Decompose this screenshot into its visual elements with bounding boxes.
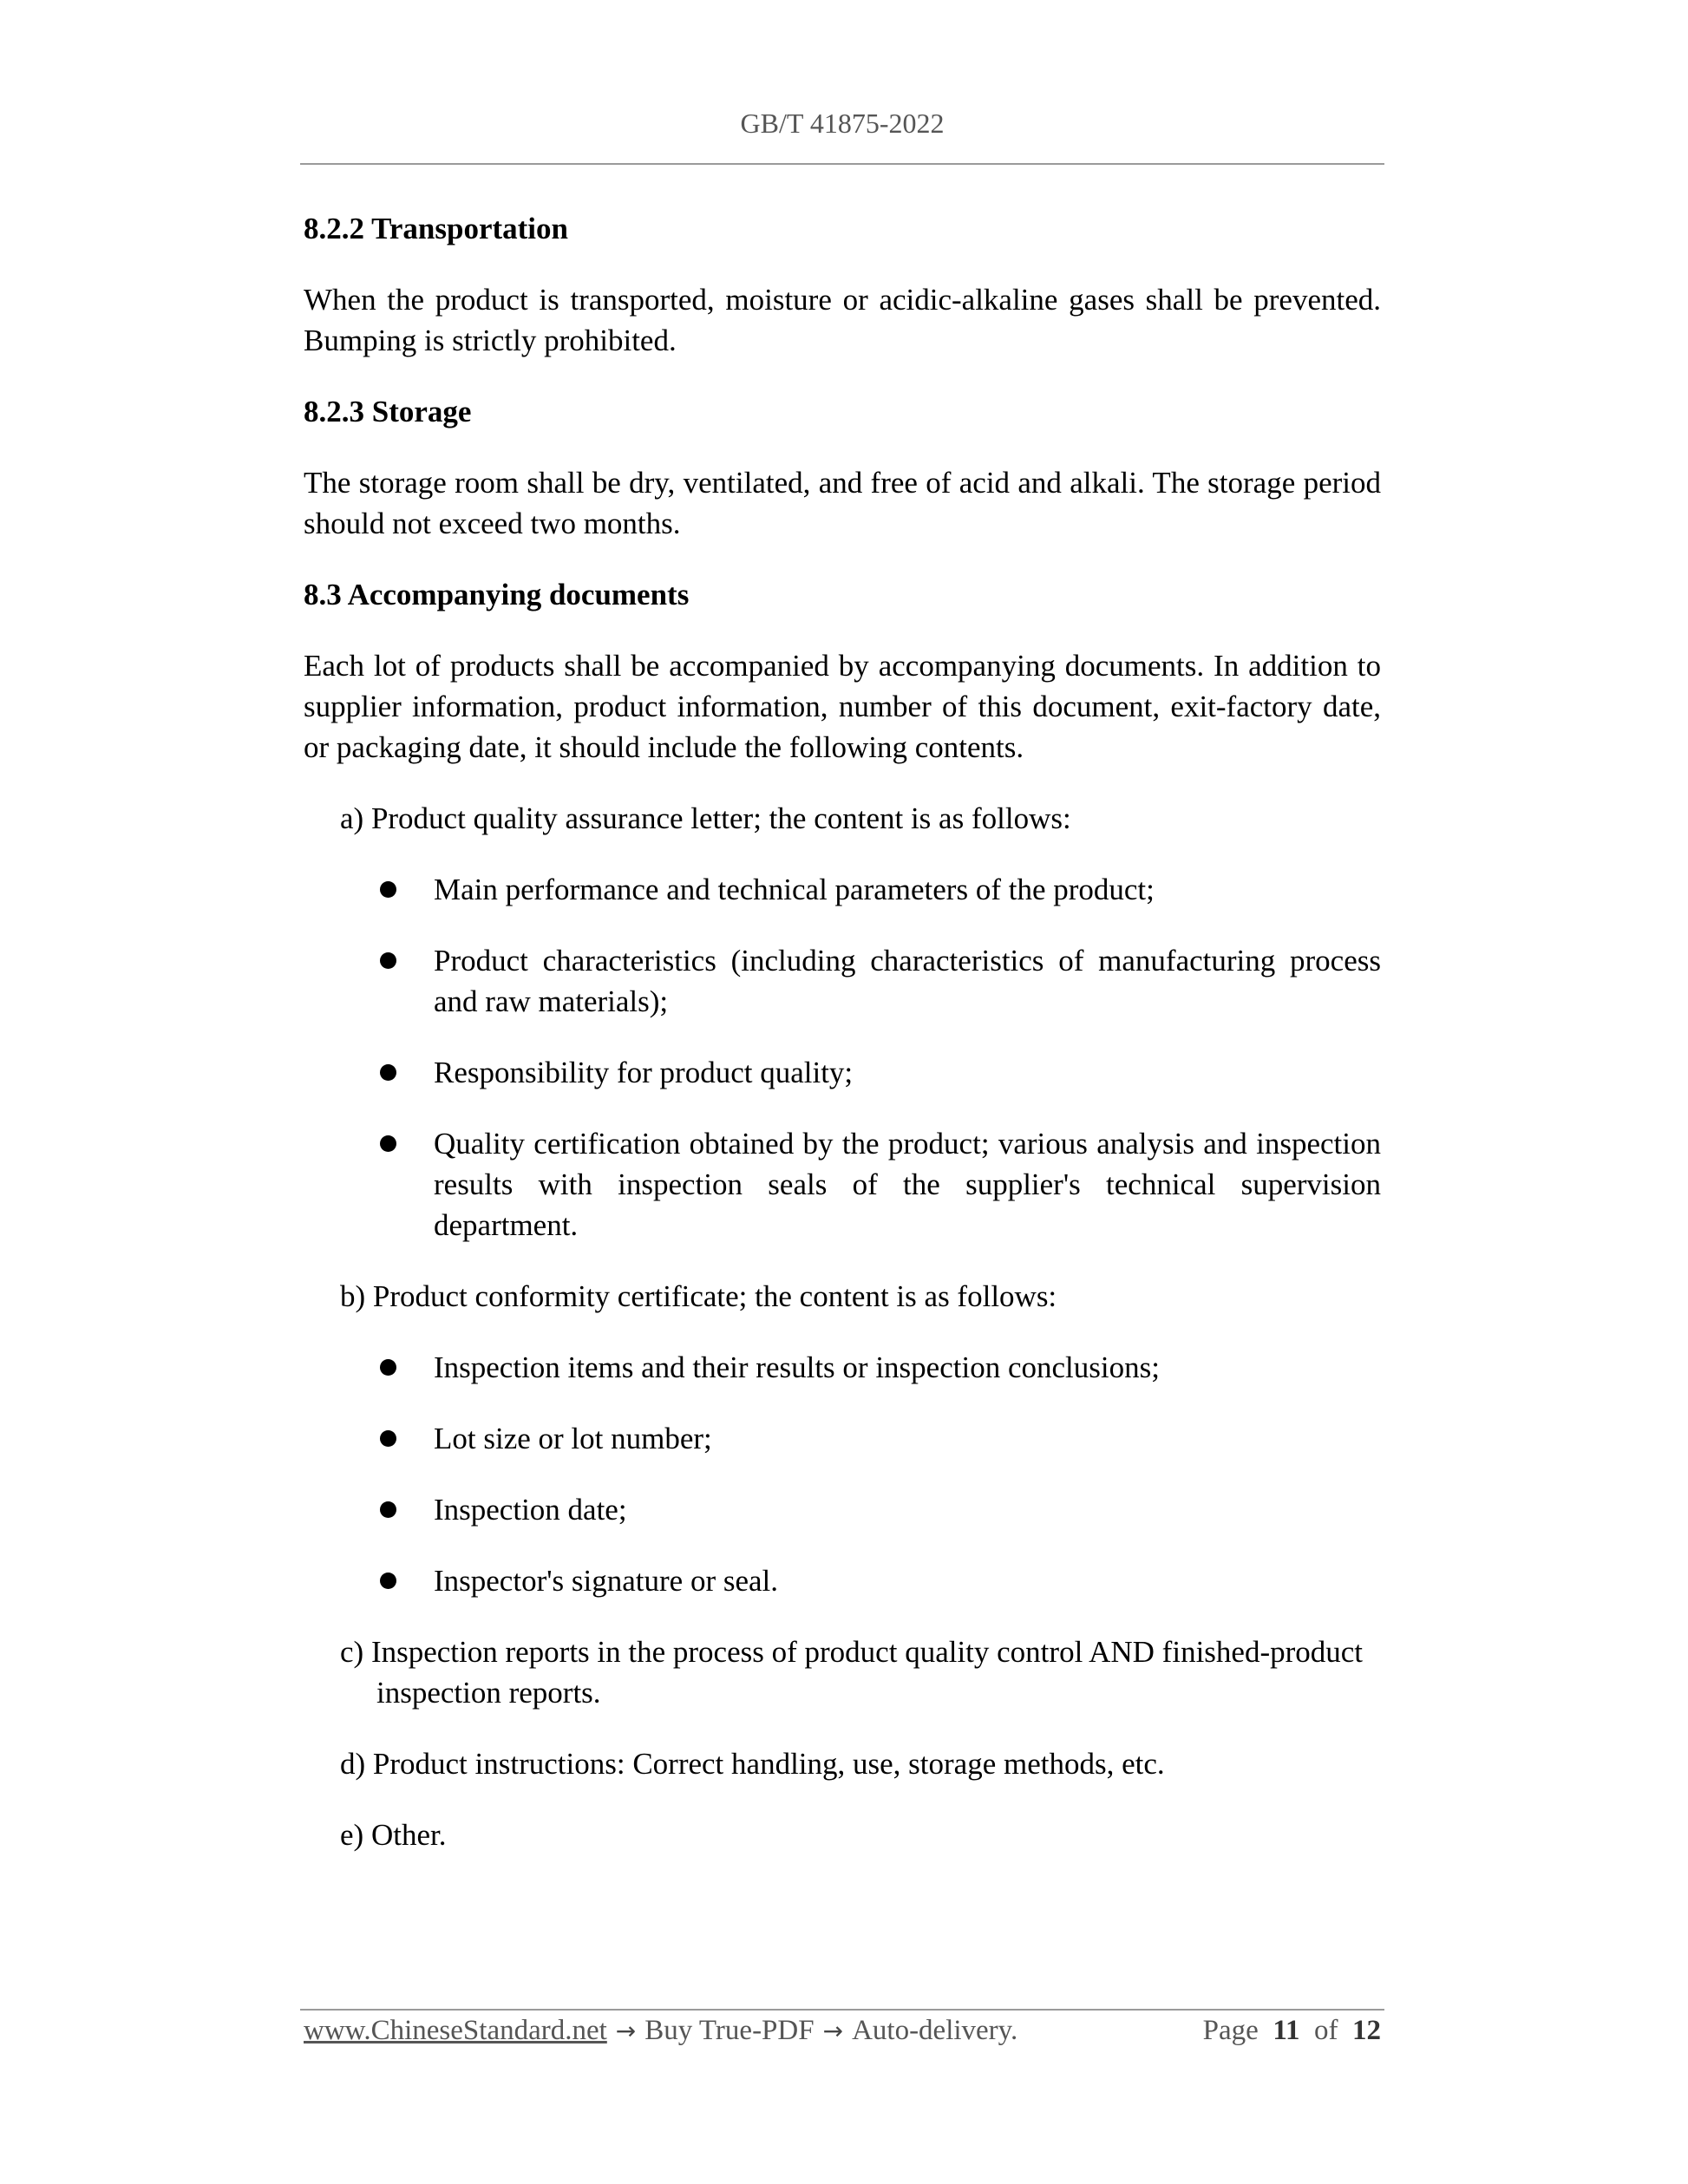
list-item-b: b) Product conformity certificate; the content is as follows: (340, 1279, 1057, 1313)
list-item-a: a) Product quality assurance letter; the content is as follows: (340, 801, 1071, 835)
bullet-icon (380, 1359, 396, 1376)
standard-number: GB/T 41875-2022 (740, 108, 945, 139)
bullet-item (304, 1489, 1381, 1530)
bullet-icon (380, 952, 396, 969)
paragraph-transportation: When the product is transported, moisture or acidic-alkaline gases shall be prevented. Bumping is strictly prohibited. (304, 283, 1381, 357)
bullet-item (304, 1560, 1381, 1601)
bullet-text: Product characteristics (including characteristics of manufacturing process and raw materials); (434, 944, 1381, 1018)
bullet-item (304, 1418, 1381, 1459)
bullet-text: Main performance and technical parameters of the product; (434, 873, 1155, 906)
list-item-e: e) Other. (340, 1818, 447, 1852)
current-page: 11 (1273, 2015, 1300, 2046)
bullet-icon (380, 1501, 396, 1518)
document-header (300, 108, 1384, 140)
list-item-c: c) Inspection reports in the process of product quality control AND finished-product inspection reports. (340, 1635, 1364, 1710)
auto-delivery-text: Auto-delivery. (852, 2015, 1018, 2046)
arrow-right-icon: → (822, 2017, 844, 2045)
paragraph-accompanying-documents: Each lot of products shall be accompanied by accompanying documents. In addition to supplier information, product information, number of this document, exit-factory date, or packaging date, it should include the following contents. (304, 649, 1381, 764)
bullet-icon (380, 881, 396, 898)
bullet-item (304, 1347, 1381, 1388)
bullet-text: Inspection items and their results or inspection conclusions; (434, 1350, 1160, 1384)
bullet-icon (380, 1135, 396, 1152)
page-word: Page (1202, 2015, 1259, 2046)
bullet-text: Inspector's signature or seal. (434, 1564, 779, 1598)
bullet-item (304, 1052, 1381, 1093)
header-divider (300, 163, 1384, 165)
arrow-right-icon: → (615, 2017, 637, 2045)
section-heading-accompanying-documents: 8.3 Accompanying documents (304, 578, 690, 611)
bullet-item (304, 1123, 1381, 1246)
section-heading-transportation: 8.2.2 Transportation (304, 212, 568, 245)
bullet-text: Lot size or lot number; (434, 1422, 712, 1455)
page-footer (304, 2011, 1381, 2050)
total-pages: 12 (1352, 2015, 1381, 2046)
section-heading-storage: 8.2.3 Storage (304, 395, 472, 428)
paragraph-storage: The storage room shall be dry, ventilated, and free of acid and alkali. The storage period should not exceed two months. (304, 466, 1381, 540)
bullet-icon (380, 1573, 396, 1589)
buy-pdf-text: Buy True-PDF (644, 2015, 815, 2046)
bullet-item (304, 940, 1381, 1022)
document-body (304, 208, 1381, 1886)
bullet-text: Quality certification obtained by the product; various analysis and inspection results with inspection seals of the supplier's technical supervision department. (434, 1127, 1381, 1242)
bullet-text: Inspection date; (434, 1493, 627, 1527)
page-number (1203, 2011, 1381, 2050)
footer-promo (304, 2011, 1017, 2051)
bullet-icon (380, 1430, 396, 1447)
website-link[interactable]: www.ChineseStandard.net (304, 2015, 607, 2046)
list-item-d: d) Product instructions: Correct handling, use, storage methods, etc. (340, 1747, 1165, 1781)
bullet-icon (380, 1064, 396, 1081)
of-word: of (1314, 2015, 1338, 2046)
bullet-item (304, 869, 1381, 910)
bullet-text: Responsibility for product quality; (434, 1056, 854, 1089)
